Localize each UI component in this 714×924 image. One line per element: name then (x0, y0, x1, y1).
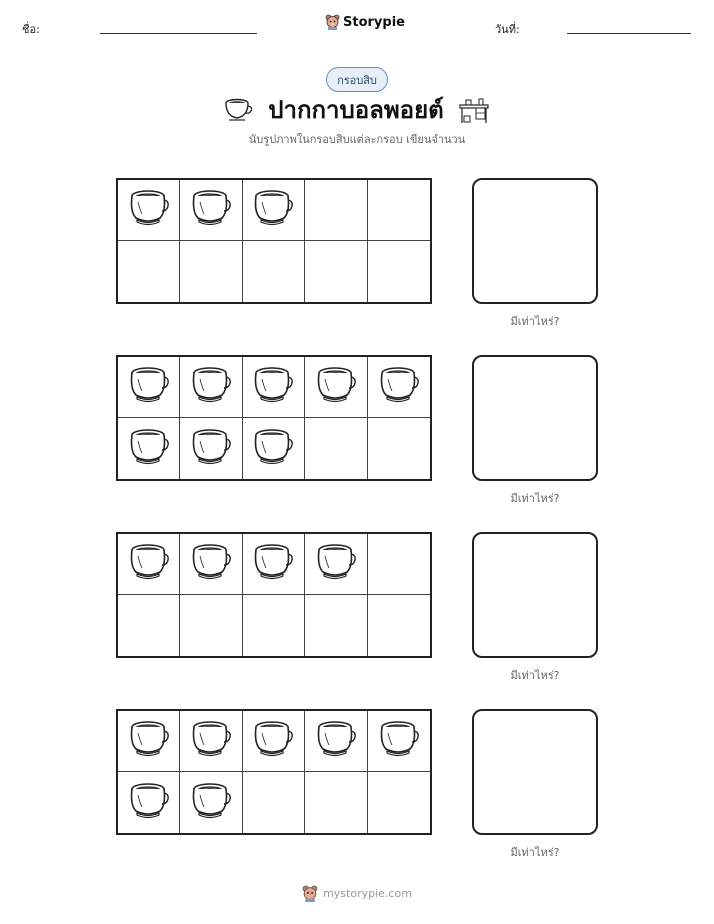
ten-frame-cell (180, 241, 242, 302)
footer (0, 885, 714, 902)
ten-frame-cell (243, 357, 305, 418)
ten-frame-cell (305, 595, 367, 656)
desk-icon (458, 96, 490, 124)
ten-frame-cell (180, 772, 242, 833)
pot-icon (190, 365, 232, 409)
ten-frame-cell (118, 180, 180, 241)
ten-frame-cell (118, 357, 180, 418)
ten-frame-cell (118, 772, 180, 833)
brand-logo (325, 14, 405, 30)
pot-icon (315, 365, 357, 409)
ten-frame-cell (368, 180, 430, 241)
ten-frame (116, 709, 432, 835)
ten-frame-cell (368, 595, 430, 656)
how-many-label: มีเท่าไหร่? (510, 315, 560, 328)
pot-icon (128, 188, 170, 232)
ten-frame-cell (305, 772, 367, 833)
ten-frame-cell (305, 180, 367, 241)
pot-icon (190, 188, 232, 232)
pot-icon (315, 542, 357, 586)
pot-icon (190, 719, 232, 763)
ten-frame-cell (305, 534, 367, 595)
ten-frame (116, 532, 432, 658)
ten-frame-cell (243, 534, 305, 595)
ten-frame-cell (305, 241, 367, 302)
ten-frame-cell (305, 418, 367, 479)
worksheet-type-badge: กรอบสิบ (326, 67, 388, 92)
cup-icon (224, 97, 254, 123)
ten-frame-cell (243, 711, 305, 772)
pot-icon (252, 542, 294, 586)
how-many-label: มีเท่าไหร่? (510, 492, 560, 505)
date-line[interactable] (567, 33, 691, 34)
storypie-mascot-icon (325, 14, 340, 30)
name-label: ชื่อ: (22, 23, 40, 36)
ten-frame-cell (243, 241, 305, 302)
answer-box[interactable] (472, 532, 598, 658)
pot-icon (378, 719, 420, 763)
ten-frame-cell (243, 180, 305, 241)
pot-icon (128, 542, 170, 586)
pot-icon (190, 781, 232, 825)
title-row (0, 90, 714, 129)
pot-icon (128, 719, 170, 763)
ten-frame-cell (180, 595, 242, 656)
instructions: นับรูปภาพในกรอบสิบแต่ละกรอบ เขียนจำนวน (248, 133, 466, 146)
ten-frame-cell (305, 711, 367, 772)
answer-box[interactable] (472, 178, 598, 304)
ten-frame-cell (180, 534, 242, 595)
ten-frame-cell (180, 180, 242, 241)
ten-frame-cell (118, 534, 180, 595)
ten-frame-cell (368, 241, 430, 302)
ten-frame-cell (118, 241, 180, 302)
pot-icon (252, 719, 294, 763)
ten-frame-cell (118, 595, 180, 656)
ten-frame-cell (368, 357, 430, 418)
pot-icon (252, 188, 294, 232)
answer-box[interactable] (472, 709, 598, 835)
ten-frame-cell (180, 711, 242, 772)
ten-frame-cell (118, 418, 180, 479)
ten-frame-cell (180, 357, 242, 418)
pot-icon (378, 365, 420, 409)
worksheet-title: ปากกาบอลพอยต์ (268, 96, 444, 124)
ten-frame-cell (368, 418, 430, 479)
name-line[interactable] (100, 33, 257, 34)
ten-frame-cell (305, 357, 367, 418)
ten-frame (116, 178, 432, 304)
ten-frame-cell (180, 418, 242, 479)
ten-frame-cell (368, 711, 430, 772)
ten-frame-cell (118, 711, 180, 772)
answer-box[interactable] (472, 355, 598, 481)
pot-icon (128, 365, 170, 409)
ten-frame-cell (368, 534, 430, 595)
pot-icon (128, 781, 170, 825)
pot-icon (190, 427, 232, 471)
pot-icon (252, 365, 294, 409)
pot-icon (252, 427, 294, 471)
how-many-label: มีเท่าไหร่? (510, 846, 560, 859)
ten-frame-cell (368, 772, 430, 833)
ten-frame-cell (243, 595, 305, 656)
date-label: วันที่: (495, 23, 520, 36)
brand-name: Storypie (343, 14, 405, 30)
ten-frame (116, 355, 432, 481)
ten-frame-cell (243, 418, 305, 479)
ten-frame-cell (243, 772, 305, 833)
how-many-label: มีเท่าไหร่? (510, 669, 560, 682)
pot-icon (128, 427, 170, 471)
footer-url[interactable]: mystorypie.com (323, 887, 412, 900)
storypie-mascot-icon (302, 885, 318, 902)
pot-icon (315, 719, 357, 763)
pot-icon (190, 542, 232, 586)
